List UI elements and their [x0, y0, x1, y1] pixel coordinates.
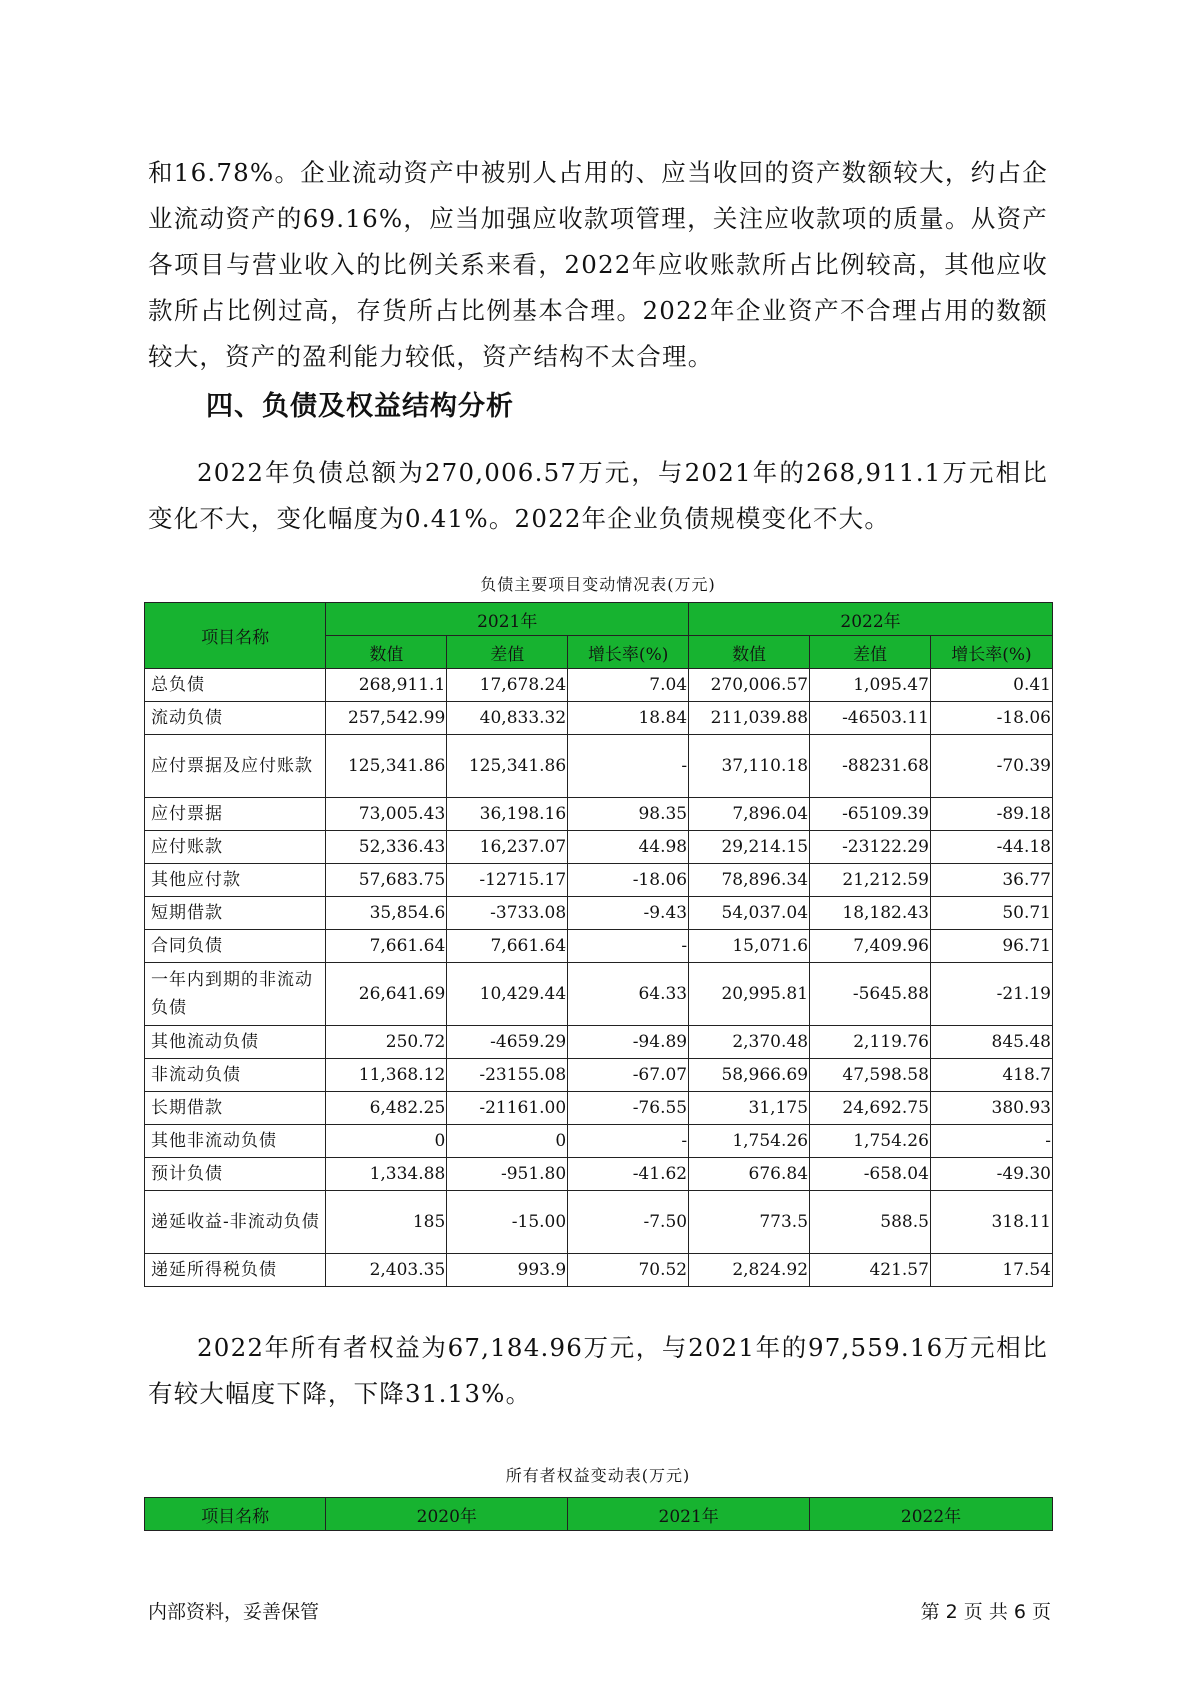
table-cell: 18,182.43 [810, 897, 931, 930]
table-cell: 270,006.57 [689, 669, 810, 702]
paragraph-liability-summary: 2022年负债总额为270,006.57万元，与2021年的268,911.1万元相比变化不大，变化幅度为0.41%。2022年企业负债规模变化不大。 [148, 458, 1048, 533]
table-cell: 2,824.92 [689, 1254, 810, 1287]
table-cell: -18.06 [930, 702, 1052, 735]
table-cell: -15.00 [447, 1191, 568, 1254]
paragraph-asset-analysis: 和16.78%。企业流动资产中被别人占用的、应当收回的资产数额较大，约占企业流动资产的69.16%，应当加强应收款项管理，关注应收款项的质量。从资产各项目与营业收入的比例关系来看，2022年应收账款所占比例较高，其他应收款所占比例过高，存货所占比例基本合理。2022年企业资产不合理占用的数额较大，资产的盈利能力较低，资产结构不太合理。 [148, 158, 1048, 371]
table1-caption: 负债主要项目变动情况表(万元) [480, 575, 716, 594]
table2-header-year: 2020年 [326, 1498, 568, 1531]
table-cell: 70.52 [568, 1254, 689, 1287]
row-label: 其他流动负债 [145, 1026, 326, 1059]
table-row [145, 702, 1053, 735]
table-row [145, 1026, 1053, 1059]
table-cell: 0.41 [930, 669, 1052, 702]
table2-header-name: 项目名称 [145, 1498, 326, 1531]
table-cell: -658.04 [810, 1158, 931, 1191]
table-cell: 211,039.88 [689, 702, 810, 735]
table2-header-row [145, 1498, 1053, 1531]
table-cell: 15,071.6 [689, 930, 810, 963]
table-cell: 50.71 [930, 897, 1052, 930]
row-label: 非流动负债 [145, 1059, 326, 1092]
table-cell: 17.54 [930, 1254, 1052, 1287]
row-label: 合同负债 [145, 930, 326, 963]
row-label: 递延收益-非流动负债 [145, 1191, 326, 1254]
table-row [145, 798, 1053, 831]
footer-page-number: 第 2 页 共 6 页 [920, 1601, 1051, 1623]
table-cell: 993.9 [447, 1254, 568, 1287]
table-row [145, 831, 1053, 864]
table-cell: - [568, 735, 689, 798]
table-cell: 64.33 [568, 963, 689, 1026]
table-cell: 17,678.24 [447, 669, 568, 702]
table1-header-year: 2021年 [326, 603, 689, 636]
table-cell: 11,368.12 [326, 1059, 447, 1092]
table-cell: 29,214.15 [689, 831, 810, 864]
table1-subheader: 增长率(%) [568, 636, 689, 669]
table-cell: 16,237.07 [447, 831, 568, 864]
table-cell: -46503.11 [810, 702, 931, 735]
row-label: 递延所得税负债 [145, 1254, 326, 1287]
table-cell: - [930, 1125, 1052, 1158]
table-cell: 10,429.44 [447, 963, 568, 1026]
table-row [145, 1254, 1053, 1287]
table-cell: 845.48 [930, 1026, 1052, 1059]
table-cell: 26,641.69 [326, 963, 447, 1026]
table-cell: 6,482.25 [326, 1092, 447, 1125]
table2-header-year: 2021年 [568, 1498, 810, 1531]
table-row [145, 963, 1053, 1026]
table-cell: -18.06 [568, 864, 689, 897]
table1-subheader: 增长率(%) [930, 636, 1052, 669]
table1-subheader: 差值 [447, 636, 568, 669]
table-cell: 18.84 [568, 702, 689, 735]
table-row [145, 1092, 1053, 1125]
row-label: 长期借款 [145, 1092, 326, 1125]
table-row [145, 1191, 1053, 1254]
table-row [145, 1059, 1053, 1092]
table-cell: 73,005.43 [326, 798, 447, 831]
row-label: 一年内到期的非流动负债 [145, 963, 326, 1026]
table-cell: 125,341.86 [447, 735, 568, 798]
row-label: 其他非流动负债 [145, 1125, 326, 1158]
table-cell: 98.35 [568, 798, 689, 831]
table-row [145, 864, 1053, 897]
table-cell: 21,212.59 [810, 864, 931, 897]
paragraph-equity-summary: 2022年所有者权益为67,184.96万元，与2021年的97,559.16万元相比有较大幅度下降，下降31.13%。 [148, 1333, 1048, 1408]
table-cell: 773.5 [689, 1191, 810, 1254]
table-row [145, 1125, 1053, 1158]
table-cell: 318.11 [930, 1191, 1052, 1254]
table-cell: -70.39 [930, 735, 1052, 798]
table-cell: -94.89 [568, 1026, 689, 1059]
table-cell: 2,119.76 [810, 1026, 931, 1059]
table-cell: -9.43 [568, 897, 689, 930]
table-cell: 58,966.69 [689, 1059, 810, 1092]
table1-subheader: 差值 [810, 636, 931, 669]
table-cell: -89.18 [930, 798, 1052, 831]
table-cell: 37,110.18 [689, 735, 810, 798]
table2-header-year: 2022年 [810, 1498, 1053, 1531]
table-cell: -23155.08 [447, 1059, 568, 1092]
table1-body [145, 669, 1053, 1287]
table2-caption: 所有者权益变动表(万元) [505, 1466, 691, 1485]
row-label: 预计负债 [145, 1158, 326, 1191]
table-row [145, 897, 1053, 930]
table-cell: 250.72 [326, 1026, 447, 1059]
table-row [145, 669, 1053, 702]
footer-confidential-note: 内部资料，妥善保管 [148, 1601, 320, 1623]
table-cell: 1,754.26 [689, 1125, 810, 1158]
table-cell: 380.93 [930, 1092, 1052, 1125]
row-label: 其他应付款 [145, 864, 326, 897]
row-label: 应付账款 [145, 831, 326, 864]
table-cell: 125,341.86 [326, 735, 447, 798]
table-cell: 20,995.81 [689, 963, 810, 1026]
table-cell: 418.7 [930, 1059, 1052, 1092]
row-label: 流动负债 [145, 702, 326, 735]
table-cell: -23122.29 [810, 831, 931, 864]
table-cell: 185 [326, 1191, 447, 1254]
table-cell: 54,037.04 [689, 897, 810, 930]
table-row [145, 735, 1053, 798]
table-cell: 1,754.26 [810, 1125, 931, 1158]
table-cell: 7,661.64 [447, 930, 568, 963]
table-cell: 24,692.75 [810, 1092, 931, 1125]
table-cell: 36,198.16 [447, 798, 568, 831]
table-cell: 676.84 [689, 1158, 810, 1191]
table-cell: -88231.68 [810, 735, 931, 798]
table-row [145, 930, 1053, 963]
table-cell: 35,854.6 [326, 897, 447, 930]
table-cell: -41.62 [568, 1158, 689, 1191]
row-label: 短期借款 [145, 897, 326, 930]
table-cell: 52,336.43 [326, 831, 447, 864]
table-cell: -951.80 [447, 1158, 568, 1191]
table-cell: -12715.17 [447, 864, 568, 897]
table-cell: -4659.29 [447, 1026, 568, 1059]
table-cell: -76.55 [568, 1092, 689, 1125]
table-cell: 7,661.64 [326, 930, 447, 963]
table-cell: -21161.00 [447, 1092, 568, 1125]
table-cell: - [568, 1125, 689, 1158]
table-cell: 31,175 [689, 1092, 810, 1125]
table-row [145, 1158, 1053, 1191]
table-cell: 96.71 [930, 930, 1052, 963]
table1-subheader: 数值 [326, 636, 447, 669]
table-cell: 588.5 [810, 1191, 931, 1254]
table-cell: 1,095.47 [810, 669, 931, 702]
equity-table [144, 1497, 1053, 1531]
table-cell: 78,896.34 [689, 864, 810, 897]
section-heading: 四、负债及权益结构分析 [206, 391, 514, 422]
table-cell: 57,683.75 [326, 864, 447, 897]
table-cell: 268,911.1 [326, 669, 447, 702]
table-cell: 36.77 [930, 864, 1052, 897]
table-cell: -44.18 [930, 831, 1052, 864]
table-cell: 7,896.04 [689, 798, 810, 831]
table-cell: 257,542.99 [326, 702, 447, 735]
table-cell: 0 [326, 1125, 447, 1158]
table-cell: -5645.88 [810, 963, 931, 1026]
table-cell: 0 [447, 1125, 568, 1158]
table1-header-name: 项目名称 [145, 603, 326, 669]
table-cell: - [568, 930, 689, 963]
row-label: 应付票据 [145, 798, 326, 831]
table1-subheader: 数值 [689, 636, 810, 669]
row-label: 应付票据及应付账款 [145, 735, 326, 798]
table-cell: 40,833.32 [447, 702, 568, 735]
table1-header-year: 2022年 [689, 603, 1053, 636]
table-cell: -3733.08 [447, 897, 568, 930]
liability-table [144, 602, 1053, 1287]
table-cell: -7.50 [568, 1191, 689, 1254]
table-cell: 2,403.35 [326, 1254, 447, 1287]
table-cell: 7,409.96 [810, 930, 931, 963]
table-cell: 47,598.58 [810, 1059, 931, 1092]
row-label: 总负债 [145, 669, 326, 702]
table-cell: -49.30 [930, 1158, 1052, 1191]
table-cell: -67.07 [568, 1059, 689, 1092]
table-cell: 1,334.88 [326, 1158, 447, 1191]
table-cell: 2,370.48 [689, 1026, 810, 1059]
table1-header-row-years [145, 603, 1053, 636]
table-cell: 421.57 [810, 1254, 931, 1287]
table-cell: -65109.39 [810, 798, 931, 831]
table-cell: 7.04 [568, 669, 689, 702]
table-cell: 44.98 [568, 831, 689, 864]
table-cell: -21.19 [930, 963, 1052, 1026]
